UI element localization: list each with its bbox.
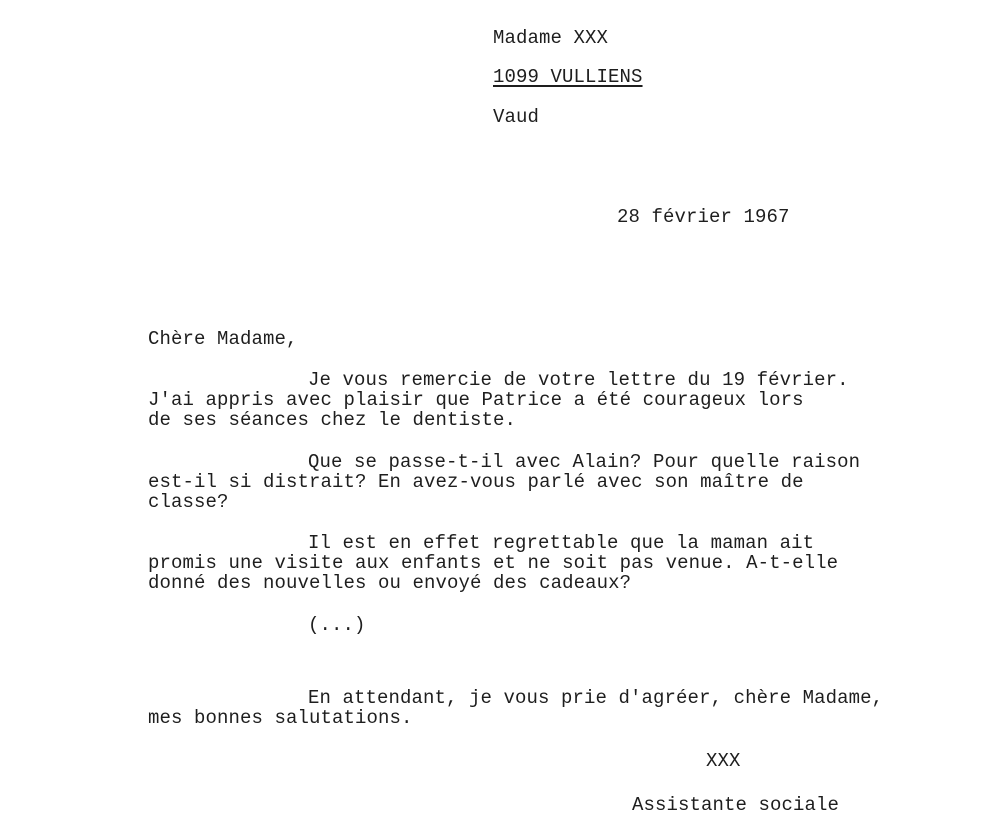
paragraph-2: [148, 452, 860, 512]
paragraph-line: classe?: [148, 491, 229, 513]
paragraph-line: Il est en effet regrettable que la maman ait: [308, 532, 815, 554]
paragraph-line: Je vous remercie de votre lettre du 19 février.: [308, 369, 849, 391]
closing-line: mes bonnes salutations.: [148, 707, 413, 729]
closing-line: En attendant, je vous prie d'agréer, chère Madame,: [308, 687, 884, 709]
paragraph-line: de ses séances chez le dentiste.: [148, 409, 517, 431]
paragraph-line: Que se passe-t-il avec Alain? Pour quelle raison: [308, 451, 861, 473]
salutation: Chère Madame,: [148, 328, 298, 350]
signature-name: XXX: [706, 750, 741, 772]
recipient-city: 1099 VULLIENS: [493, 66, 643, 88]
recipient-name: Madame XXX: [493, 27, 609, 49]
paragraph-1: [148, 370, 849, 430]
paragraph-line: donné des nouvelles ou envoyé des cadeaux?: [148, 572, 632, 594]
omission-mark: (...): [308, 614, 366, 636]
signature-title: Assistante sociale: [632, 794, 840, 816]
paragraph-line: promis une visite aux enfants et ne soit pas venue. A-t-elle: [148, 552, 839, 574]
paragraph-line: est-il si distrait? En avez-vous parlé avec son maître de: [148, 471, 804, 493]
paragraph-line: J'ai appris avec plaisir que Patrice a été courageux lors: [148, 389, 804, 411]
recipient-canton: Vaud: [493, 106, 540, 128]
paragraph-3: [148, 533, 838, 593]
closing-paragraph: [148, 688, 883, 728]
letter-date: 28 février 1967: [617, 206, 790, 228]
